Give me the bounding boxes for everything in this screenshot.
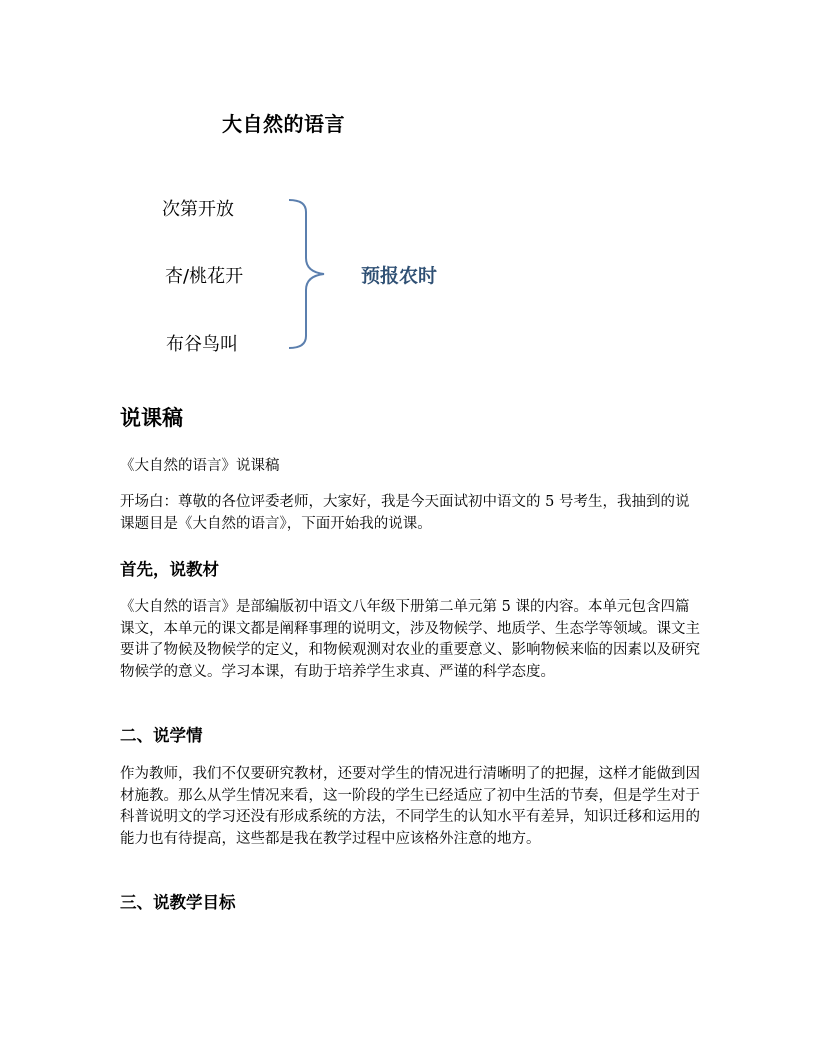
section-heading-objectives: 三、说教学目标 [120,893,236,912]
section-body-textbook: 《大自然的语言》是部编版初中语文八年级下册第二单元第 5 课的内容。本单元包含四篇课文，本单元的课文都是阐释事理的说明文，涉及物候学、地质学、生态学等领域。课文主要讲了物候及物候学的定义，和物候观测对农业的重要意义、影响物候来临的因素以及研究物候学的意义。学习本课，有助于培养学生求真、严谨的科学态度。 [120,599,700,680]
diagram-result: 预报农时 [361,265,438,287]
section-heading-textbook: 首先，说教材 [120,560,219,579]
diagram-item-cuckoo-call: 布谷鸟叫 [166,334,238,355]
diagram-title: 大自然的语言 [222,112,345,136]
section-heading-students: 二、说学情 [120,726,203,745]
page-title: 说课稿 [120,406,183,430]
opening-paragraph: 开场白：尊敬的各位评委老师，大家好，我是今天面试初中语文的 5 号考生，我抽到的说课题目是《大自然的语言》，下面开始我的说课。 [120,494,690,532]
diagram-item-blooming-order: 次第开放 [162,199,234,220]
right-brace-icon [286,196,326,352]
diagram-item-apricot-peach-blossom: 杏/桃花开 [165,266,244,287]
brace-path [289,200,324,348]
document-subtitle: 《大自然的语言》说课稿 [120,458,280,474]
section-body-students: 作为教师，我们不仅要研究教材，还要对学生的情况进行清晰明了的把握，这样才能做到因材施教。那么从学生情况来看，这一阶段的学生已经适应了初中生活的节奏，但是学生对于科普说明文的学习还没有形成系统的方法，不同学生的认知水平有差异，知识迁移和运用的能力也有待提高，这些都是我在教学过程中应该格外注意的地方。 [120,766,700,847]
